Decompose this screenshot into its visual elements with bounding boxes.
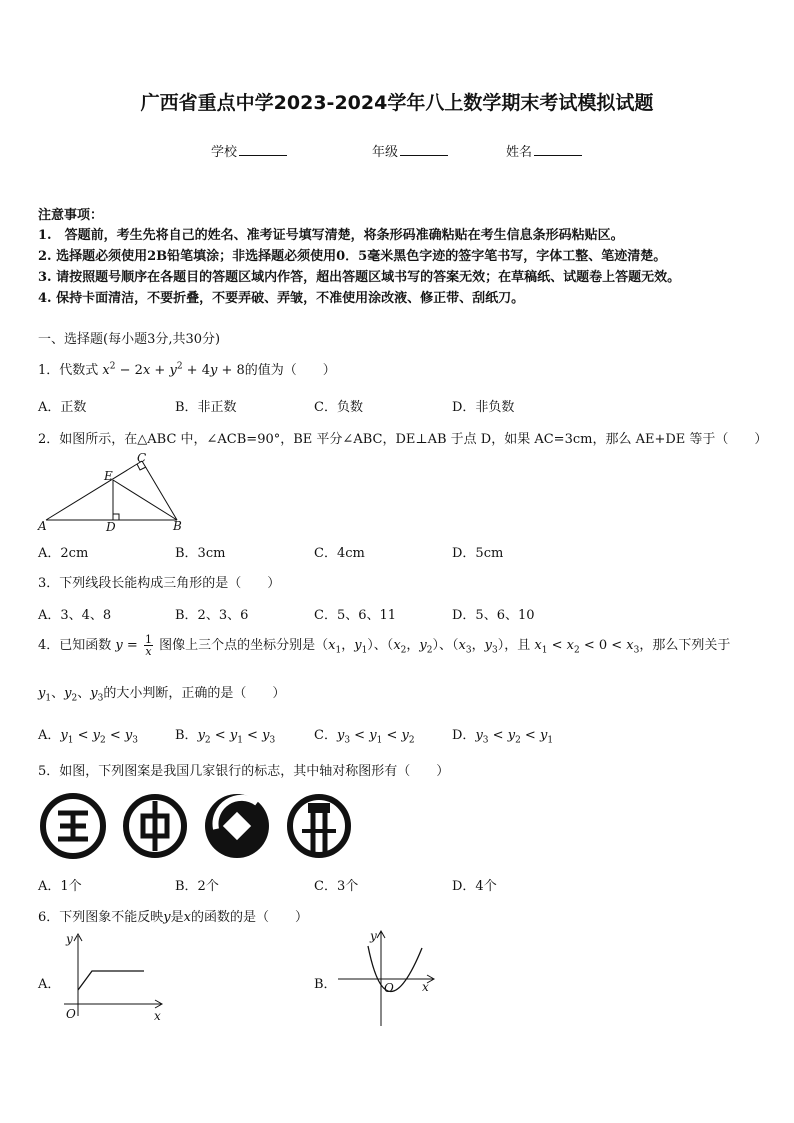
q1-option-a[interactable]: A．正数 (38, 400, 87, 415)
q6-stem: 6．下列图象不能反映y是x的函数的是（ ） (38, 910, 309, 925)
q6-option-a[interactable]: A． (38, 977, 61, 992)
q4-option-c[interactable]: C．$y_3 < y_1 < y_2$ (314, 728, 415, 746)
q1-option-b[interactable]: B．非正数 (175, 400, 237, 415)
q2-option-b[interactable]: B．3cm (175, 546, 226, 561)
grade-field[interactable] (372, 141, 448, 160)
vertex-c-label: C (137, 451, 147, 465)
graph-b-y-label: y (370, 929, 377, 943)
q4-stem-line1: 4．已知函数 y = $\frac{1}{x}$ 图像上三个点的坐标分别是（$x_1$，$y_1$）、（$x_2$，$y_2$）、（$x_3$，$y_3$），且 $x_1 < x_2 < 0 < x_3$，那么下列关于 (38, 633, 731, 658)
name-label: 姓名 (506, 145, 533, 160)
q3-option-d[interactable]: D．5、6、10 (452, 608, 535, 623)
q3-option-b[interactable]: B．2、3、6 (175, 608, 249, 623)
bank-logo-4-icon (284, 791, 354, 861)
q5-stem: 5．如图，下列图案是我国几家银行的标志，其中轴对称图形有（ ） (38, 764, 450, 779)
q5-option-b[interactable]: B．2个 (175, 879, 219, 894)
name-field[interactable] (506, 141, 582, 160)
graph-a-x-label: x (154, 1009, 161, 1023)
q3-option-c[interactable]: C．5、6、11 (314, 608, 397, 623)
school-field[interactable] (211, 141, 287, 160)
q4-stem-line2: $y_1$、$y_2$、$y_3$的大小判断，正确的是（ ） (38, 686, 286, 704)
q1-option-d[interactable]: D．非负数 (452, 400, 515, 415)
q4-option-b[interactable]: B．$y_2 < y_1 < y_3$ (175, 728, 276, 746)
q2-option-d[interactable]: D．5cm (452, 546, 504, 561)
q3-option-a[interactable]: A．3、4、8 (38, 608, 112, 623)
q4-option-a[interactable]: A．$y_1 < y_2 < y_3$ (38, 728, 139, 746)
q3-stem: 3．下列线段长能构成三角形的是（ ） (38, 576, 281, 591)
graph-b-origin-label: O (384, 981, 394, 995)
q1-stem: 1．代数式 $x^2 - 2x + y^2 + 4y + 8$的值为（ ） (38, 361, 336, 378)
vertex-b-label: B (173, 519, 182, 533)
q6-graph-b (336, 926, 442, 1030)
grade-blank[interactable] (400, 143, 448, 156)
page-title: 广西省重点中学2023-2024学年八上数学期末考试模拟试题 (140, 92, 654, 114)
vertex-d-label: D (106, 520, 116, 534)
q2-stem: 2．如图所示，在△ABC 中，∠ACB=90°，BE 平分∠ABC，DE⊥AB 于点 D，如果 AC=3cm，那么 AE+DE 等于（ ） (38, 432, 768, 447)
notice-item-3: 3. 请按照题号顺序在各题目的答题区域内作答，超出答题区域书写的答案无效；在草稿纸、试题卷上答题无效。 (38, 270, 681, 285)
vertex-a-label: A (38, 519, 47, 533)
q2-triangle-figure (36, 448, 196, 534)
graph-a-origin-label: O (66, 1007, 76, 1021)
notice-heading: 注意事项： (38, 208, 104, 223)
q5-option-c[interactable]: C．3个 (314, 879, 359, 894)
q4-option-d[interactable]: D．$y_3 < y_2 < y_1$ (452, 728, 554, 746)
grade-label: 年级 (372, 145, 399, 160)
school-blank[interactable] (239, 143, 287, 156)
bank-logo-3-icon (202, 791, 272, 861)
q6-graph-a (60, 928, 170, 1024)
vertex-e-label: E (104, 469, 113, 483)
q5-option-a[interactable]: A．1个 (38, 879, 82, 894)
bank-logo-1-icon (38, 791, 108, 861)
notice-item-2: 2. 选择题必须使用2B铅笔填涂；非选择题必须使用0．5毫米黑色字迹的签字笔书写，字体工整、笔迹清楚。 (38, 249, 667, 264)
notice-item-1: 1. 答题前，考生先将自己的姓名、准考证号填写清楚，将条形码准确粘贴在考生信息条形码粘贴区。 (38, 228, 624, 243)
bank-logo-2-icon (120, 791, 190, 861)
notice-item-4: 4. 保持卡面清洁，不要折叠，不要弄破、弄皱，不准使用涂改液、修正带、刮纸刀。 (38, 291, 525, 306)
name-blank[interactable] (534, 143, 582, 156)
section-heading: 一、选择题(每小题3分,共30分) (38, 332, 221, 347)
q2-option-c[interactable]: C．4cm (314, 546, 365, 561)
school-label: 学校 (211, 145, 238, 160)
q5-option-d[interactable]: D．4个 (452, 879, 497, 894)
graph-a-y-label: y (66, 932, 73, 946)
graph-b-x-label: x (422, 980, 429, 994)
q2-option-a[interactable]: A．2cm (38, 546, 89, 561)
q6-option-b[interactable]: B． (314, 977, 337, 992)
q1-option-c[interactable]: C．负数 (314, 400, 363, 415)
